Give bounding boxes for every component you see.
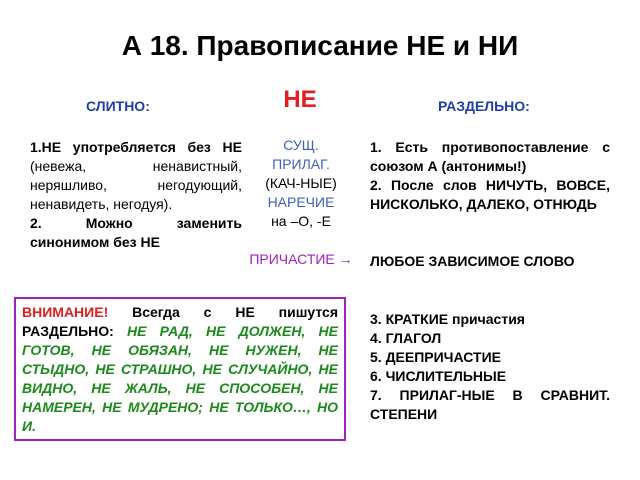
attention-box xyxy=(14,297,346,441)
mid-participle: ПРИЧАСТИЕ → xyxy=(249,251,353,267)
left-rule-2: 2. Можно заменить синонимом без НЕ xyxy=(30,215,242,250)
list-item: 4. ГЛАГОЛ xyxy=(370,330,442,346)
mid-adverb: НАРЕЧИЕ xyxy=(267,194,335,210)
attention-text: Всегда с НЕ пишутся РАЗДЕЛЬНО: xyxy=(22,304,338,339)
right-list xyxy=(370,310,610,424)
right-rule-2: 2. После слов НИЧУТЬ, ВОВСЕ, НИСКОЛЬКО, ДАЛЕКО, ОТНЮДЬ xyxy=(370,177,610,212)
mid-noun: СУЩ. xyxy=(283,137,319,153)
list-item: 3. КРАТКИЕ причастия xyxy=(370,311,525,327)
right-rule-1: 1. Есть противопоставление с союзом А (антонимы!) xyxy=(370,139,610,174)
list-item: 6. ЧИСЛИТЕЛЬНЫЕ xyxy=(370,368,507,384)
mid-qual: (КАЧ-НЫЕ) xyxy=(265,175,337,191)
left-rule-1-main: 1.НЕ употребляется без НЕ xyxy=(30,139,242,155)
attention-examples: НЕ РАД, НЕ ДОЛЖЕН, НЕ ГОТОВ, НЕ ОБЯЗАН, НЕ НУЖЕН, НЕ СТЫДНО, НЕ СТРАШНО, НЕ СЛУЧАЙНО, НЕ ВИДНО, НЕ ЖАЛЬ, НЕ СПОСОБЕН, НЕ НАМЕРЕН, НЕ МУДРЕНО; НЕ ТОЛЬКО…, НО И. xyxy=(22,323,338,434)
header-together: СЛИТНО: xyxy=(86,98,150,114)
mid-ending: на –О, -Е xyxy=(271,213,331,229)
list-item: 7. ПРИЛАГ-НЫЕ В СРАВНИТ. СТЕПЕНИ xyxy=(370,387,610,422)
list-item: 5. ДЕЕПРИЧАСТИЕ xyxy=(370,349,501,365)
header-ne: НЕ xyxy=(283,86,317,113)
page-title: А 18. Правописание НЕ и НИ xyxy=(121,30,519,61)
left-rule-1-examples: (невежа, ненавистный, неряшливо, негодующий, ненавидеть, негодуя). xyxy=(30,158,242,212)
mid-adj: ПРИЛАГ. xyxy=(272,156,330,172)
header-separately: РАЗДЕЛЬНО: xyxy=(438,98,530,114)
attention-label: ВНИМАНИЕ! xyxy=(22,304,109,320)
left-rules xyxy=(30,138,242,252)
right-any-dependent: ЛЮБОЕ ЗАВИСИМОЕ СЛОВО xyxy=(370,253,575,269)
